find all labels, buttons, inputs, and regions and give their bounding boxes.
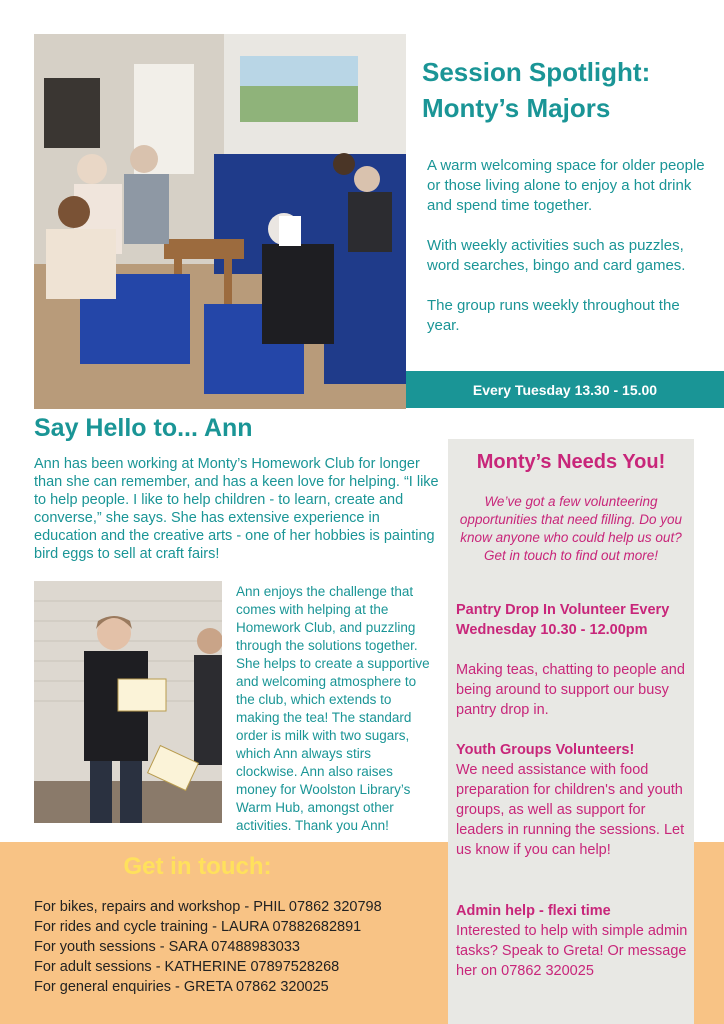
role-title: Youth Groups Volunteers! xyxy=(456,742,635,758)
spotlight-paragraph: A warm welcoming space for older people or those living alone to enjoy a hot drink and spend time together. xyxy=(427,157,705,214)
contact-list xyxy=(34,897,434,997)
spotlight-paragraph: The group runs weekly throughout the year. xyxy=(427,297,680,334)
volunteer-title: Monty’s Needs You! xyxy=(476,451,666,473)
contact-line: For youth sessions - SARA 07488983033 xyxy=(34,939,300,955)
contact-line: For rides and cycle training - LAURA 07882682891 xyxy=(34,919,362,935)
contact-line: For adult sessions - KATHERINE 07897528268 xyxy=(34,959,340,975)
session-photo xyxy=(34,34,406,409)
contact-line: For general enquiries - GRETA 07862 320025 xyxy=(34,979,329,995)
role-description: We need assistance with food preparation for children's and youth groups, as well as support for leaders in running the sessions. Let us know if you can help! xyxy=(456,762,685,858)
spotlight-title-line1: Session Spotlight: xyxy=(422,57,651,87)
volunteer-intro: We’ve got a few volunteering opportunities that need filling. Do you know anyone who could help us out? Get in touch to find out more! xyxy=(459,494,683,563)
role-description: Interested to help with simple admin tasks? Speak to Greta! Or message her on 07862 320025 xyxy=(456,923,688,979)
schedule-text: Every Tuesday 13.30 - 15.00 xyxy=(472,381,658,398)
ann-photo xyxy=(34,581,222,823)
hello-intro: Ann has been working at Monty’s Homework Club for longer than she can remember, and has a keen love for helping. “I like to help people. I like to help children - to learn, create and converse,” she says. She has extensive experience in education and the creative arts - one of her hobbies is painting bird eggs to sell at craft fairs! xyxy=(34,456,439,562)
spotlight-title xyxy=(422,54,712,126)
role-description: Making teas, chatting to people and being around to support our busy pantry drop in. xyxy=(456,662,685,718)
role-title: Admin help - flexi time xyxy=(456,903,611,919)
schedule-banner xyxy=(406,371,724,408)
hello-title: Say Hello to... Ann xyxy=(34,414,253,442)
spotlight-title-line2: Monty’s Majors xyxy=(422,93,611,123)
ann-story: Ann enjoys the challenge that comes with helping at the Homework Club, and puzzling through the solutions together. She helps to create a supportive and welcoming atmosphere to the club, which extends to making the tea! The standard order is milk with two sugars, which Ann always stirs clockwise. Ann also raises money for Woolston Library’s Warm Hub, amongst other activities. Thank you Ann! xyxy=(236,584,430,833)
contact-title: Get in touch: xyxy=(123,853,272,880)
role-title: Pantry Drop In Volunteer Every Wednesday 10.30 - 12.00pm xyxy=(456,602,670,638)
spotlight-paragraph: With weekly activities such as puzzles, word searches, bingo and card games. xyxy=(427,237,686,274)
contact-line: For bikes, repairs and workshop - PHIL 07862 320798 xyxy=(34,899,382,915)
